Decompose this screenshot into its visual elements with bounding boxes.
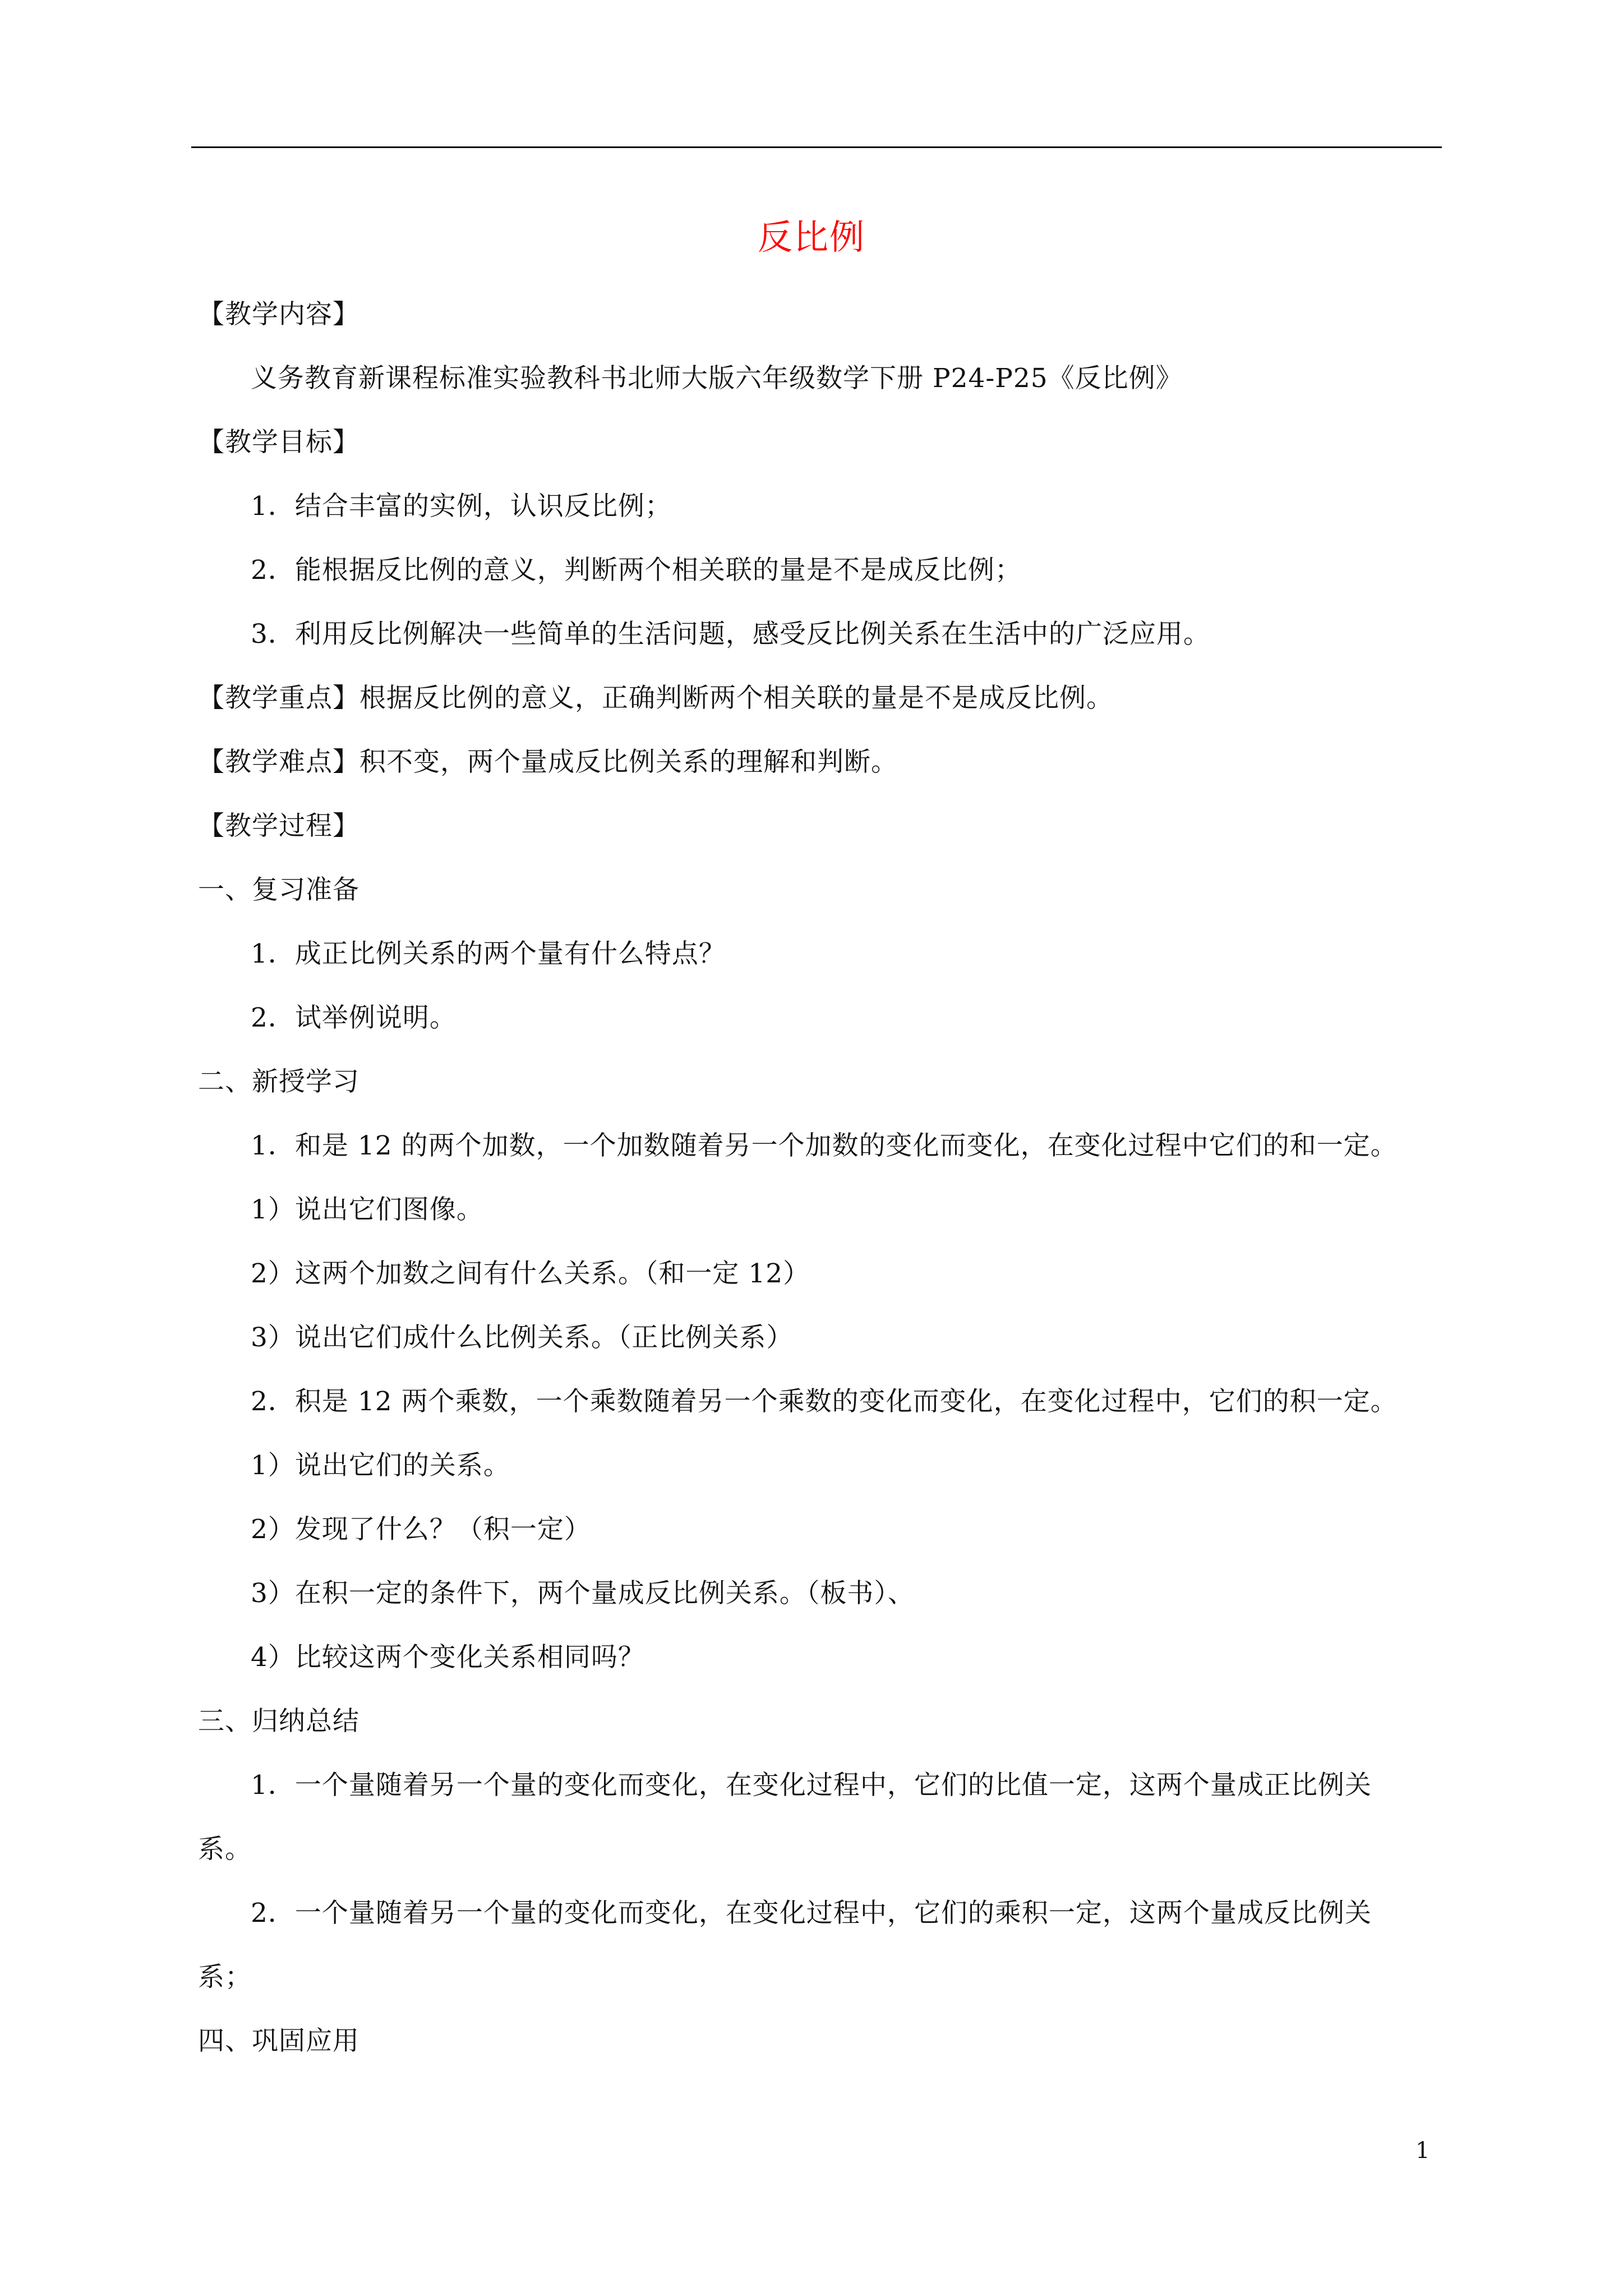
learning-item-2: 2．积是 12 两个乘数，一个乘数随着另一个乘数的变化而变化，在变化过程中，它们的积一定。 [251, 1386, 1398, 1417]
part-heading-summary: 三、归纳总结 [198, 1706, 359, 1737]
learning-item-1: 1．和是 12 的两个加数，一个加数随着另一个加数的变化而变化，在变化过程中它们的和一定。 [251, 1130, 1398, 1161]
review-item-2: 2．试举例说明。 [251, 1002, 457, 1033]
page-number: 1 [1415, 2138, 1430, 2164]
header-rule [191, 146, 1442, 148]
goal-item-1: 1．结合丰富的实例，认识反比例； [251, 491, 672, 522]
goal-item-3: 3．利用反比例解决一些简单的生活问题，感受反比例关系在生活中的广泛应用。 [251, 619, 1210, 650]
summary-item-1: 1．一个量随着另一个量的变化而变化，在变化过程中，它们的比值一定，这两个量成正比例关 [251, 1770, 1372, 1801]
learning-subitem-2-3: 3）在积一定的条件下，两个量成反比例关系。（板书）、 [251, 1578, 915, 1609]
section-heading-process: 【教学过程】 [198, 811, 359, 841]
part-heading-practice: 四、巩固应用 [198, 2026, 359, 2056]
review-item-1: 1．成正比例关系的两个量有什么特点？ [251, 938, 726, 969]
summary-item-2: 2．一个量随着另一个量的变化而变化，在变化过程中，它们的乘积一定，这两个量成反比例关 [251, 1898, 1372, 1929]
summary-item-2-continuation: 系； [198, 1962, 252, 1993]
section-difficulty: 【教学难点】积不变，两个量成反比例关系的理解和判断。 [198, 747, 898, 777]
page-title: 反比例 [757, 217, 865, 257]
section-key-point: 【教学重点】根据反比例的意义，正确判断两个相关联的量是不是成反比例。 [198, 683, 1113, 714]
learning-subitem-1-2: 2）这两个加数之间有什么关系。（和一定 12） [251, 1258, 810, 1289]
learning-subitem-2-2: 2）发现了什么？（积一定） [251, 1514, 591, 1545]
section-heading-goals: 【教学目标】 [198, 427, 359, 458]
paragraph-textbook: 义务教育新课程标准实验教科书北师大版六年级数学下册 P24-P25《反比例》 [251, 363, 1183, 394]
goal-item-2: 2．能根据反比例的意义，判断两个相关联的量是不是成反比例； [251, 555, 1022, 586]
learning-subitem-1-1: 1）说出它们图像。 [251, 1194, 483, 1225]
part-heading-new-learning: 二、新授学习 [198, 1066, 359, 1097]
learning-subitem-1-3: 3）说出它们成什么比例关系。（正比例关系） [251, 1322, 794, 1353]
learning-subitem-2-1: 1）说出它们的关系。 [251, 1450, 510, 1481]
learning-subitem-2-4: 4）比较这两个变化关系相同吗？ [251, 1642, 645, 1673]
part-heading-review: 一、复习准备 [198, 875, 359, 905]
summary-item-1-continuation: 系。 [198, 1834, 252, 1865]
section-heading-content: 【教学内容】 [198, 299, 359, 330]
